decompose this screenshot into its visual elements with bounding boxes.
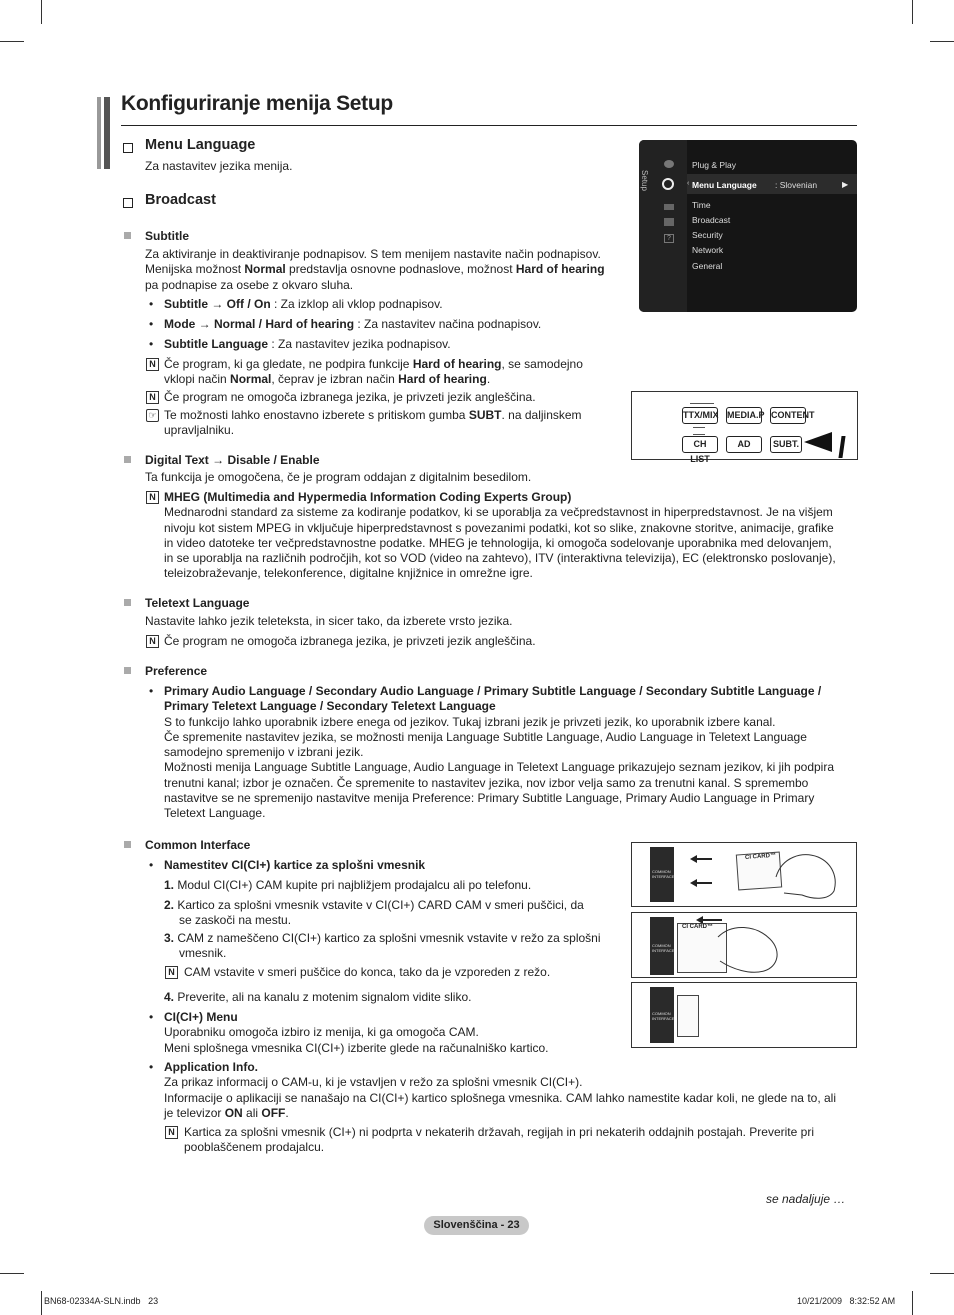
menu-item-general[interactable]: General [692, 261, 723, 271]
media-p-button: MEDIA.P [726, 407, 762, 424]
note-icon: N [146, 391, 159, 404]
continued-label: se nadaljuje … [766, 1192, 846, 1206]
teletext-heading: Teletext Language [145, 596, 250, 610]
teletext-desc: Nastavite lahko jezik teleteksta, in sicer tako, da izberete vrsto jezika. [145, 614, 513, 628]
ch-list-button: CH LIST [682, 436, 718, 453]
subtitle-heading: Subtitle [145, 229, 189, 243]
ci-image-1 [631, 842, 857, 907]
ci-card-inserted [677, 995, 699, 1037]
subtitle-note-3: Te možnosti lahko enostavno izberete s pritiskom gumba SUBT. na daljinskem upravljalniku. [164, 408, 582, 438]
square-bullet [124, 841, 131, 848]
ttx-mix-button: TTX/MIX [682, 407, 718, 424]
subtitle-bullet-1: Subtitle → Off / On : Za izklop ali vklop podnapisov. [164, 297, 443, 311]
support-icon: ? [664, 234, 674, 243]
ci-menu-text: CI(CI+) Menu Uporabniku omogoča izbiro iz menija, ki ga omogoča CAM. Meni splošnega vmesnika CI(CI+) izberite glede na računalniško kartico. [164, 1010, 549, 1055]
ttx-icon [690, 395, 714, 404]
digital-text-desc: Ta funkcija je omogočena, če je program oddajan z digitalnim besedilom. [145, 470, 532, 484]
subtitle-note-2: Če program ne omogoča izbranega jezika, je privzeti jezik angleščina. [164, 390, 536, 404]
subtitle-bullet-2: Mode → Normal / Hard of hearing : Za nastavitev načina podnapisov. [164, 317, 542, 331]
crop-mark [0, 1273, 24, 1274]
gear-icon [662, 178, 674, 190]
decor-bar [97, 97, 101, 169]
crop-mark [912, 0, 913, 24]
crop-mark [930, 41, 954, 42]
crop-mark [930, 1273, 954, 1274]
subtitle-text: Za aktiviranje in deaktiviranje podnapisov. S tem menijem nastavite način podnapisov. Menijska možnost Normal predstavlja osnovne podnaslove, možnost Hard of hearing pa podnapise za osebe z okvaro sluha. [145, 247, 605, 292]
ci-final-note: Kartica za splošni vmesnik (CI+) ni podprta v nekaterih državah, regijah in pri nekaterih oddajnih postajah. Preverite pri pooblaščenem prodajalcu. [184, 1125, 814, 1155]
menu-pointer-icon: ‹ [687, 180, 690, 187]
menu-item-time[interactable]: Time [692, 200, 711, 210]
teletext-note: Če program ne omogoča izbranega jezika, je privzeti jezik angleščina. [164, 634, 536, 648]
note-icon: N [146, 491, 159, 504]
subtitle-bullet-3: Subtitle Language : Za nastavitev jezika podnapisov. [164, 337, 451, 351]
digital-text-heading: Digital Text → Disable / Enable [145, 453, 320, 467]
picture-icon [664, 160, 674, 168]
tv-setup-menu [639, 140, 857, 312]
ci-slot: COMMON INTERFACE [650, 917, 674, 975]
print-file-label: BN68-02334A-SLN.indb 23 [44, 1296, 159, 1306]
ci-card: CI CARD™ [677, 923, 727, 973]
menu-item-plug-play[interactable]: Plug & Play [692, 160, 736, 170]
page-title: Konfiguriranje menija Setup [121, 92, 393, 115]
menu-language-desc: Za nastavitev jezika menija. [145, 159, 293, 173]
ci-image-3 [631, 982, 857, 1048]
ci-image-2 [631, 912, 857, 978]
menu-side-label: Setup [640, 170, 649, 191]
menu-arrow-icon: ▶ [842, 180, 849, 189]
menu-item-broadcast[interactable]: Broadcast [692, 215, 731, 225]
common-interface-heading: Common Interface [145, 838, 251, 852]
note-icon: N [165, 1126, 178, 1139]
info-icon [693, 427, 705, 435]
menu-language-heading: Menu Language [145, 137, 256, 153]
mheg-note: MHEG (Multimedia and Hypermedia Information Coding Experts Group) Mednarodni standard za sisteme za kodiranje podatkov, ki se uporablja za večpredstavnost in hiperpredstavnost. Je na višjem nivoju kot sistem MPEG in vključuje hiperpredstavnost s povezanimi podatki, kot so slike, znakovne storitve, animacije, grafike in video datoteke ter večpredstavnostne podatke. MHEG je tehnologija, ki omogoča sodelovanje uporabnika med delovanjem, in se uporablja na različnih področjih, kot so VOD (video na zahtevo), ITV (interaktivna televizija), EC (elektronsko poslovanje), teleizobraževanje, telekonference, digitalne knjižnice in omrežne igre. [164, 490, 836, 581]
square-bullet [124, 456, 131, 463]
menu-item-security[interactable]: Security [692, 230, 723, 240]
ci-card: CI CARD™ [736, 852, 782, 891]
ci-appinfo-text: Application Info. Za prikaz informacij o CAM-u, ki je vstavljen v režo za splošni vmesnik CI(CI+). Informacije o aplikaciji se nanašajo na CI(CI+) kartico splošnega vmesnika. CAM lahko namestite kadar koli, ne glede na to, ali je televizor ON ali OFF. [164, 1060, 836, 1120]
checkbox-bullet [123, 143, 133, 153]
preference-heading: Preference [145, 664, 208, 678]
menu-language-value: : Slovenian [775, 180, 818, 190]
checkbox-bullet [123, 198, 133, 208]
note-icon: N [146, 358, 159, 371]
hand-illustration [772, 847, 842, 903]
crop-mark [0, 41, 24, 42]
pointer-arrow-icon [804, 430, 834, 458]
ci-step-3-note: CAM vstavite v smeri puščice do konca, tako da je vzporeden z režo. [184, 965, 551, 979]
insert-arrow-icon [690, 851, 720, 891]
crop-mark [912, 1291, 913, 1315]
square-bullet [124, 599, 131, 606]
ci-step-4: 4. Preverite, ali na kanalu z motenim signalom vidite sliko. [164, 990, 472, 1004]
content-button: CONTENT [770, 407, 806, 424]
ci-step-1: 1. Modul CI(CI+) CAM kupite pri najbližjem prodajalcu ali po telefonu. [164, 878, 532, 892]
preference-text: Primary Audio Language / Secondary Audio Language / Primary Subtitle Language / Secondary Subtitle Language / Primary Teletext Language / Secondary Teletext Language S to funkcijo lahko uporabnik izbere enega od jezikov. Tukaj izbrani jezik je privzeti jezik, ko uporabnik izbere kanal. Če spremenite nastavitev jezika, se možnosti menija Language Subtitle Language, Audio Language in Teletext Language samodejno spremenijo v izbrani jezik. Možnosti menija Language Subtitle Language, Audio Language in Teletext Language prikazujejo seznam jezikov, ki jih podpira trenutni kanal; izbor je označen. Če spremenite to nastavitev jezika, nov izbor velja samo za trenutni kanal. S spremembo nastavitve se ne spremenijo nastavitve menija Preference: Primary Subtitle Language, Primary Audio Language in Primary Teletext Language. [164, 684, 835, 821]
ci-install-heading: Namestitev CI(CI+) kartice za splošni vmesnik [164, 858, 426, 872]
square-bullet [124, 667, 131, 674]
menu-item-network[interactable]: Network [692, 245, 724, 255]
ci-step-3: 3. CAM z nameščeno CI(CI+) kartico za splošni vmesnik vstavite v režo za splošni vmesnik. [164, 931, 601, 961]
remote-illustration [631, 391, 858, 464]
channel-icon [664, 204, 674, 210]
broadcast-heading: Broadcast [145, 192, 216, 208]
page-number: Slovenščina - 23 [424, 1216, 529, 1235]
menu-item-menu-language[interactable]: Menu Language [692, 180, 757, 190]
remote-hint-icon: ☞ [146, 409, 159, 422]
note-icon: N [165, 966, 178, 979]
decor-bar [104, 97, 110, 169]
ci-slot: COMMON INTERFACE [650, 847, 674, 902]
ad-button: AD [726, 436, 762, 453]
hand-illustration [712, 917, 792, 975]
crop-mark [41, 0, 42, 24]
print-date-label: 10/21/2009 8:32:52 AM [797, 1296, 896, 1306]
subtitle-note-1: Če program, ki ga gledate, ne podpira funkcije Hard of hearing, se samodejno vklopi način Normal, čeprav je izbran način Hard of hearing. [164, 357, 583, 387]
input-icon [664, 218, 674, 226]
subt-button: SUBT. [770, 436, 802, 453]
ci-slot: COMMON INTERFACE [650, 987, 674, 1043]
note-icon: N [146, 635, 159, 648]
ci-step-2: 2. Kartico za splošni vmesnik vstavite v CI(CI+) CARD CAM v smeri puščici, da se zaskoči na mestu. [164, 898, 584, 928]
title-rule [121, 125, 857, 126]
square-bullet [124, 232, 131, 239]
crop-mark [41, 1291, 42, 1315]
